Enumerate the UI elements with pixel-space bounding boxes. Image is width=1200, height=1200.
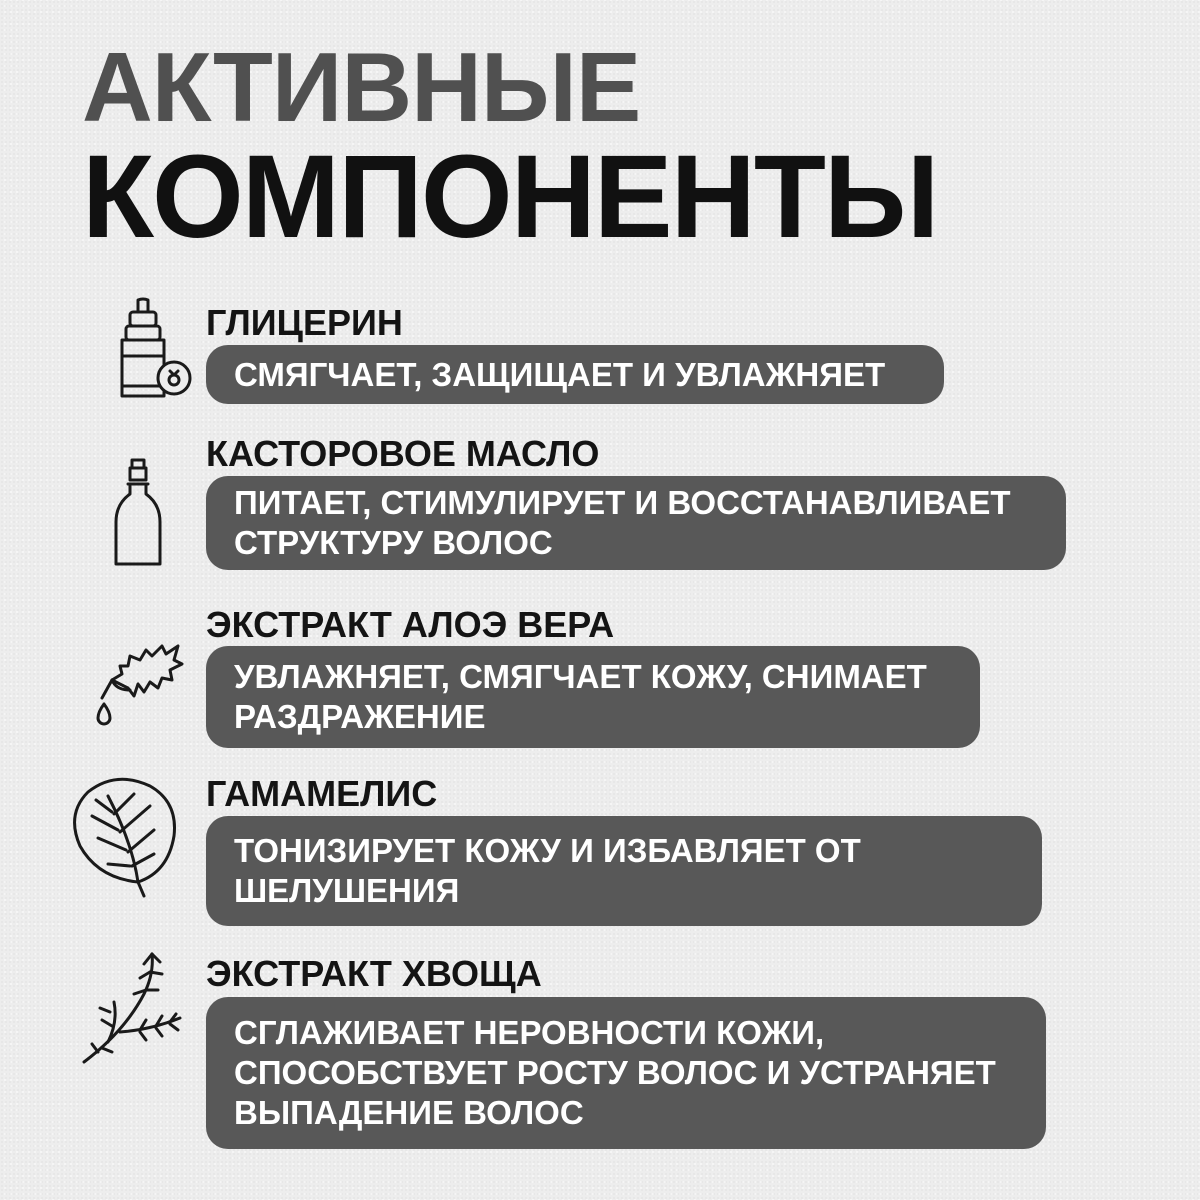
component-desc-horsetail: СГЛАЖИВАЕТ НЕРОВНОСТИ КОЖИ, СПОСОБСТВУЕТ РОСТУ ВОЛОС И УСТРАНЯЕТ ВЫПАДЕНИЕ ВОЛОС bbox=[206, 997, 1046, 1149]
component-desc-castor-oil: ПИТАЕТ, СТИМУЛИРУЕТ И ВОССТАНАВЛИВАЕТ СТРУКТУРУ ВОЛОС bbox=[206, 476, 1066, 570]
page-title-line1: АКТИВНЫЕ bbox=[82, 32, 641, 142]
dropper-bottle-icon bbox=[108, 296, 194, 406]
component-name-hamamelis: ГАМАМЕЛИС bbox=[206, 773, 438, 814]
aloe-leaf-icon bbox=[82, 618, 194, 728]
leaf-icon bbox=[68, 770, 188, 900]
component-desc-aloe: УВЛАЖНЯЕТ, СМЯГЧАЕТ КОЖУ, СНИМАЕТ РАЗДРАЖЕНИЕ bbox=[206, 646, 980, 748]
component-name-aloe: ЭКСТРАКТ АЛОЭ ВЕРА bbox=[206, 604, 615, 645]
page-title-line2: КОМПОНЕНТЫ bbox=[82, 131, 938, 263]
component-name-glycerin: ГЛИЦЕРИН bbox=[206, 302, 403, 343]
component-name-castor-oil: КАСТОРОВОЕ МАСЛО bbox=[206, 433, 600, 474]
horsetail-sprig-icon bbox=[78, 950, 194, 1070]
component-name-horsetail: ЭКСТРАКТ ХВОЩА bbox=[206, 953, 542, 994]
component-desc-hamamelis: ТОНИЗИРУЕТ КОЖУ И ИЗБАВЛЯЕТ ОТ ШЕЛУШЕНИЯ bbox=[206, 816, 1042, 926]
oil-bottle-icon bbox=[110, 456, 166, 570]
component-desc-glycerin: СМЯГЧАЕТ, ЗАЩИЩАЕТ И УВЛАЖНЯЕТ bbox=[206, 345, 944, 404]
